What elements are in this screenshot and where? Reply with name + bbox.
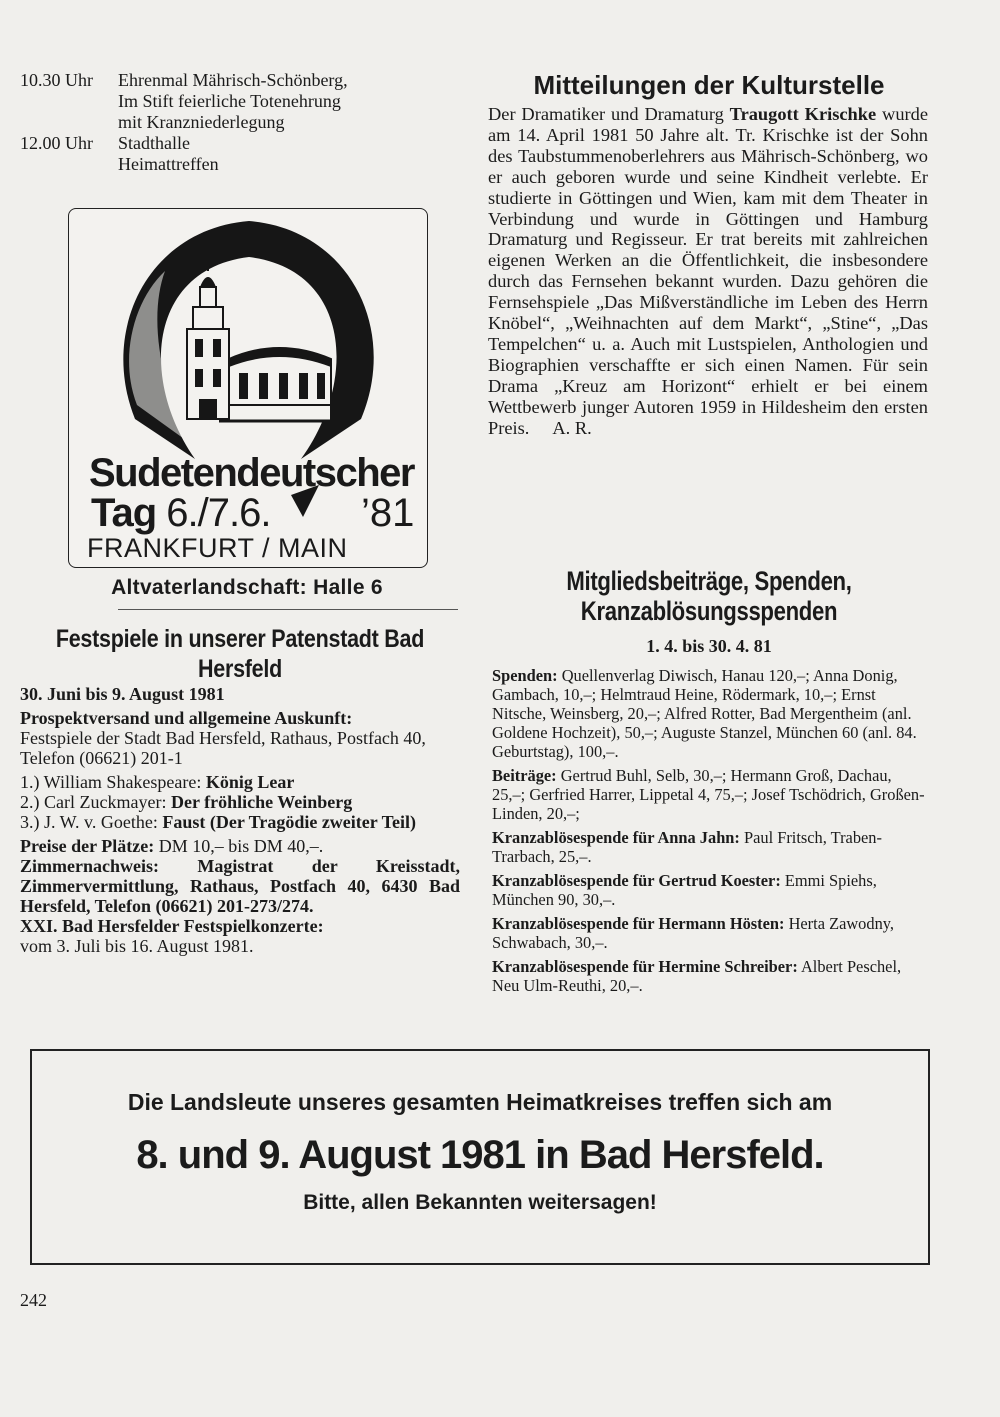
logo-tag-word: Tag bbox=[91, 491, 157, 535]
announcement-box bbox=[30, 1049, 930, 1265]
logo-day bbox=[91, 491, 270, 536]
prospekt-text: Festspiele der Stadt Bad Hersfeld, Rathaus, Postfach 40, Telefon (06621) 201-1 bbox=[20, 728, 426, 768]
schedule-time: 10.30 Uhr bbox=[20, 70, 93, 90]
schedule-entry bbox=[20, 70, 460, 91]
play-title: Faust (Der Tragödie zweiter Teil) bbox=[162, 812, 416, 832]
kultur-text: wurde am 14. April 1981 50 Jahre alt. Tr. Krischke ist der Sohn des Taubstummenoberlehrers aus Mährisch-Schönberg, wo er auch geboren wurde und seine Kindheit verlebte. Er studierte in Göttingen und Wien, kam mit dem Theater in Verbindung und wurde in Göttingen und Hamburg Dramaturg und Regisseur. Er trat bereits mit zahlreichen eigenen Werken an die Öffentlichkeit, die insbesondere durch das Fernsehen bekannt wurden. Dazu gehören die Fernsehspiele „Das Mißverständliche im Leben des Herrn Knöbel“, „Weihnachten auf dem Markt“, „Stine“, „Das Tempelchen“ u. a. Auch mit Lustspielen, Anthologien und Biographien verschaffte er sich einen Namen. Für sein Drama „Kreuz am Horizont“ erhielt er bei einem Wettbewerb junger Autoren 1959 in Hildesheim den ersten Preis. bbox=[488, 104, 929, 438]
donation-entry bbox=[492, 766, 928, 823]
prospekt-paragraph bbox=[20, 708, 460, 768]
logo-date: 6./7.6. bbox=[166, 491, 271, 535]
schedule-line: Stadthalle bbox=[118, 133, 190, 153]
prospekt-label: Prospektversand und allgemeine Auskunft: bbox=[20, 708, 353, 728]
preise-text: DM 10,– bis DM 40,–. bbox=[154, 836, 324, 856]
preise-line bbox=[20, 836, 460, 856]
donation-entry bbox=[492, 666, 928, 761]
page-number: 242 bbox=[20, 1290, 47, 1310]
play-item bbox=[20, 812, 460, 832]
schedule-line: Im Stift feierliche Totenehrung bbox=[118, 91, 341, 111]
mitglieds-heading: Mitgliedsbeiträge, Spenden, Kranzablösungsspenden bbox=[566, 566, 852, 626]
logo-year: ’81 bbox=[361, 491, 415, 535]
mitglieds-list bbox=[492, 666, 928, 1000]
donation-entry bbox=[492, 914, 928, 952]
announcement-line3: Bitte, allen Bekannten weitersagen! bbox=[303, 1191, 657, 1214]
logo-title: Sudetendeutscher bbox=[89, 451, 414, 495]
kultur-text: Der Dramatiker und Dramaturg bbox=[488, 104, 730, 124]
zimmer-paragraph: Zimmernachweis: Magistrat der Kreisstadt, Zimmervermittlung, Rathaus, Postfach 40, 6430 Bad Hersfeld, Telefon (06621) 201-273/274. bbox=[20, 856, 460, 916]
play-title: Der fröhliche Weinberg bbox=[170, 792, 353, 812]
kultur-signature: A. R. bbox=[552, 417, 592, 438]
donation-text: Gertrud Buhl, Selb, 30,–; Hermann Groß, Dachau, 25,–; Gerfried Harrer, Lippetal 4, 75,–; Josef Tschödrich, Großen-Linden, 20,–; bbox=[492, 766, 925, 823]
event-schedule bbox=[20, 70, 460, 175]
hall-info: Altvaterlandschaft: Halle 6 bbox=[111, 576, 383, 599]
festspiele-section bbox=[20, 684, 460, 956]
festspiele-date: 30. Juni bis 9. August 1981 bbox=[20, 684, 225, 704]
divider bbox=[118, 609, 458, 610]
donation-text: Albert Peschel, Neu Ulm-Reuthi, 20,–. bbox=[492, 957, 902, 995]
kultur-person: Traugott Krischke bbox=[729, 104, 877, 124]
preise-label: Preise der Plätze: bbox=[20, 836, 155, 856]
donation-text: Paul Fritsch, Traben-Trarbach, 25,–. bbox=[492, 828, 882, 866]
play-item bbox=[20, 792, 460, 812]
logo-city: FRANKFURT / MAIN bbox=[87, 533, 348, 563]
schedule-line: Heimattreffen bbox=[118, 154, 219, 174]
donation-entry bbox=[492, 828, 928, 866]
mitglieds-date: 1. 4. bis 30. 4. 81 bbox=[646, 636, 772, 656]
play-prefix: 1.) William Shakespeare: bbox=[20, 772, 206, 792]
kultur-article bbox=[488, 104, 928, 439]
donation-label: Kranzablösespende für Anna Jahn: bbox=[492, 828, 740, 847]
schedule-time: 12.00 Uhr bbox=[20, 133, 93, 153]
festspiele-heading: Festspiele in unserer Patenstadt Bad Hersfeld bbox=[55, 625, 425, 683]
konzert-label: XXI. Bad Hersfelder Festspielkonzerte: bbox=[20, 916, 324, 936]
schedule-entry bbox=[20, 133, 460, 154]
donation-entry bbox=[492, 957, 928, 995]
sudetendeutscher-tag-logo bbox=[68, 208, 428, 568]
kultur-paragraph bbox=[488, 104, 928, 439]
donation-text: Herta Zawodny, Schwabach, 30,–. bbox=[492, 914, 895, 952]
schedule-line: mit Kranzniederlegung bbox=[118, 112, 285, 132]
kultur-heading: Mitteilungen der Kulturstelle bbox=[533, 70, 885, 100]
donation-text: Quellenverlag Diwisch, Hanau 120,–; Anna Donig, Gambach, 10,–; Helmtraud Heine, Rödermark, 10,–; Ernst Nitsche, Weinsberg, 20,–; Alfred Rotter, Bad Mergentheim (anl. Goldene Hochzeit), 50,–; Auguste Stanzel, München 60 (anl. 84. Geburtstag), 100,–. bbox=[492, 666, 917, 761]
play-prefix: 2.) Carl Zuckmayer: bbox=[20, 792, 171, 812]
announcement-date-line: 8. und 9. August 1981 in Bad Hersfeld. bbox=[136, 1133, 824, 1177]
play-prefix: 3.) J. W. v. Goethe: bbox=[20, 812, 163, 832]
play-item bbox=[20, 772, 460, 792]
donation-entry bbox=[492, 871, 928, 909]
donation-label: Spenden: bbox=[492, 666, 558, 685]
play-title: König Lear bbox=[205, 772, 295, 792]
donation-label: Kranzablösespende für Gertrud Koester: bbox=[492, 871, 781, 890]
donation-label: Beiträge: bbox=[492, 766, 557, 785]
donation-label: Kranzablösespende für Hermine Schreiber: bbox=[492, 957, 798, 976]
konzert-paragraph bbox=[20, 916, 460, 956]
announcement-line1: Die Landsleute unseres gesamten Heimatkreises treffen sich am bbox=[127, 1089, 833, 1115]
donation-text: Emmi Spiehs, München 90, 30,–. bbox=[492, 871, 877, 909]
schedule-line: Ehrenmal Mährisch-Schönberg, bbox=[118, 70, 348, 90]
donation-label: Kranzablösespende für Hermann Hösten: bbox=[492, 914, 785, 933]
konzert-text: vom 3. Juli bis 16. August 1981. bbox=[20, 936, 254, 956]
